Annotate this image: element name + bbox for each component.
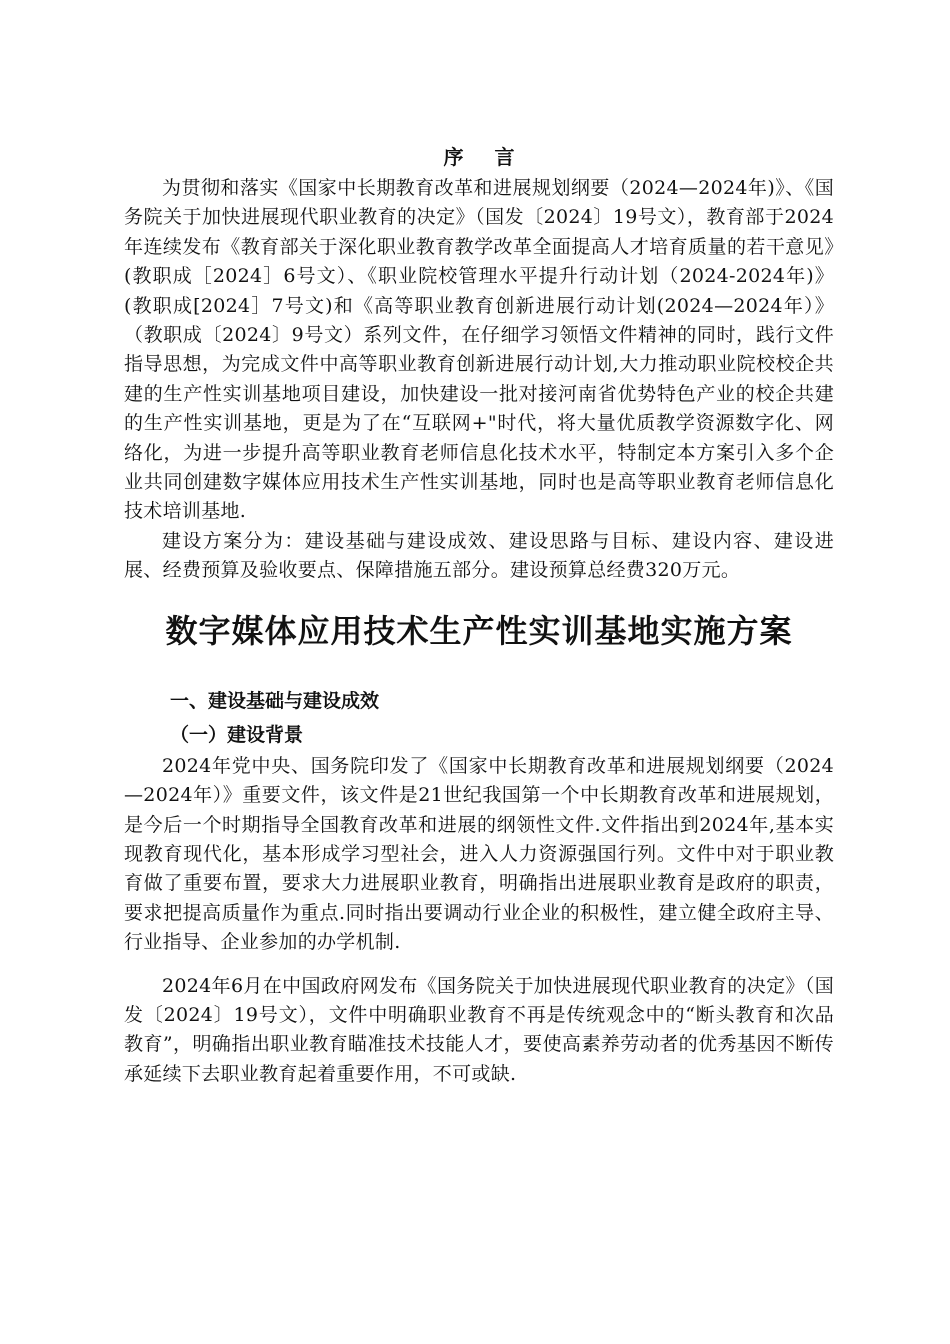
document-title: 数字媒体应用技术生产性实训基地实施方案 xyxy=(165,611,793,650)
document-page xyxy=(124,140,834,1089)
background-paragraph-1: 2024年党中央、国务院印发了《国家中长期教育改革和进展规划纲要（2024—2024年）》重要文件，该文件是21世纪我国第一个中长期教育改革和进展规划，是今后一个时期指导全国教育改革和进展的纲领性文件.文件指出到2024年,基本实现教育现代化，基本形成学习型社会，进入人力资源强国行列。文件中对于职业教育做了重要布置，要求大力进展职业教育，明确指出进展职业教育是政府的职责，要求把提高质量作为重点.同时指出要调动行业企业的积极性，建立健全政府主导、行业指导、企业参加的办学机制. xyxy=(124,754,834,954)
paragraph-gap xyxy=(124,958,834,972)
preface-title: 序 言 xyxy=(443,145,527,169)
section-heading-1: 一、建设基础与建设成效 xyxy=(170,689,380,712)
preface-paragraph-2: 建设方案分为：建设基础与建设成效、建设思路与目标、建设内容、建设进展、经费预算及验收要点、保障措施五部分。建设预算总经费320万元。 xyxy=(124,529,834,582)
subsection-heading-1: （一）建设背景 xyxy=(170,723,304,746)
background-paragraph-2: 2024年6月在中国政府网发布《国务院关于加快进展现代职业教育的决定》（国发〔2024〕19号文），文件中明确职业教育不再是传统观念中的“断头教育和次品教育”，明确指出职业教育瞄准技术技能人才，要使高素养劳动者的优秀基因不断传承延续下去职业教育起着重要作用，不可或缺. xyxy=(124,974,834,1085)
preface-paragraph-1: 为贯彻和落实《国家中长期教育改革和进展规划纲要（2024—2024年)》、《国务院关于加快进展现代职业教育的决定》（国发〔2024〕19号文），教育部于2024年连续发布《教育部关于深化职业教育教学改革全面提高人才培育质量的若干意见》(教职成［2024］6号文）、《职业院校管理水平提升行动计划（2024-2024年)》(教职成[2024］7号文)和《高等职业教育创新进展行动计划(2024—2024年）》（教职成〔2024〕9号文）系列文件，在仔细学习领悟文件精神的同时，践行文件指导思想，为完成文件中高等职业教育创新进展行动计划,大力推动职业院校校企共建的生产性实训基地项目建设，加快建设一批对接河南省优势特色产业的校企共建的生产性实训基地，更是为了在“互联网+"时代，将大量优质教学资源数字化、网络化，为进一步提升高等职业教育老师信息化技术水平，特制定本方案引入多个企业共同创建数字媒体应用技术生产性实训基地，同时也是高等职业教育老师信息化技术培训基地. xyxy=(124,177,834,523)
